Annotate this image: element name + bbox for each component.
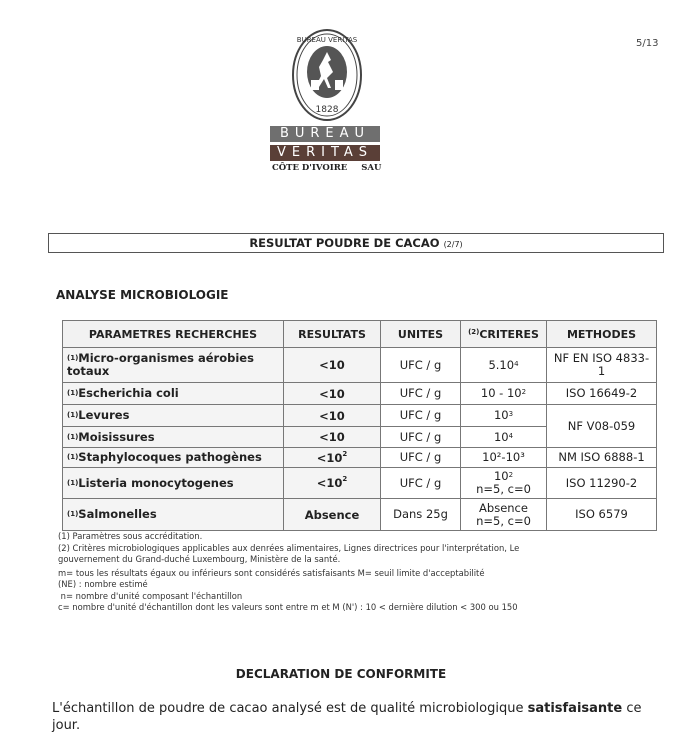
criteria-cell [461,383,547,405]
criteria-cell [461,348,547,383]
criteria-value: 10 [493,429,509,444]
footnote: (1) Paramètres sous accréditation. [58,531,203,541]
logo-band-veritas: VERITAS [270,145,380,161]
result-cell [284,427,381,448]
method-cell: ISO 6579 [547,499,657,531]
seal-icon [291,28,363,124]
result-cell [284,468,381,499]
param-name: Levures [78,408,130,422]
param-prefix: (1) [67,510,79,518]
logo-band-bureau: BUREAU [270,126,380,142]
criteria-sampling: n=5, c=0 [476,513,531,528]
result-cell [284,383,381,405]
method-cell: ISO 11290-2 [547,468,657,499]
header-resultats: RESULTATS [284,321,381,348]
results-table [62,320,657,531]
unit-cell: UFC / g [381,405,461,427]
param-name: Staphylocoques pathogènes [78,450,262,464]
footnote: (NE) : nombre estimé [58,579,148,589]
criteria-exponent: 3 [508,410,514,418]
param-prefix: (1) [67,478,79,487]
footnote: (2) Critères microbiologiques applicables aux denrées alimentaires, Lignes directrices pour l'interprétation, Le [58,542,520,553]
result-cell [284,348,381,383]
criteria-exponent: 4 [508,431,514,440]
param-prefix: (1) [67,432,79,441]
criteres-prefix: (2) [468,327,480,336]
unit-cell: UFC / g [381,383,461,405]
param-cell [63,348,284,383]
result-value: <10 [319,386,345,401]
criteria-sampling: n=5, c=0 [476,482,531,496]
param-name: Moisissures [78,429,155,444]
criteria-value: 10 - 10 [480,386,522,400]
logo-subtitle-sau: SAU [361,163,382,173]
result-cell [284,405,381,427]
criteria-value: 10 [493,469,509,483]
param-cell [63,383,284,405]
unit-cell: Dans 25g [381,499,461,531]
logo-subtitle-country: CÔTE D'IVOIRE [272,163,348,173]
param-prefix: (1) [67,354,79,362]
result-exponent: 2 [342,449,348,458]
unit-cell: UFC / g [381,427,461,448]
criteria-value: Absence [479,500,528,515]
param-cell [63,499,284,531]
footnote: m= tous les résultats égaux ou inférieurs sont considérés satisfaisants M= seuil limite d'acceptabilité [58,567,485,578]
table-row [63,448,657,468]
result-value: <10 [316,450,343,465]
declaration-text [52,700,652,734]
declaration-verdict: satisfaisante [527,701,623,716]
result-exponent: 2 [342,475,348,483]
result-value: <10 [319,408,345,423]
criteres-label: CRITERES [479,327,539,341]
result-value: <10 [319,358,345,372]
seal-text: BUREAU VERITAS [296,36,358,44]
table-row [63,383,657,405]
param-prefix: (1) [67,411,79,419]
method-cell: NM ISO 6888-1 [547,448,657,468]
criteria-value: 5.10 [488,357,515,372]
page-number: 5/13 [636,38,659,49]
result-title-box [48,233,664,253]
param-prefix: (1) [67,453,79,461]
param-cell [63,468,284,499]
criteria-cell [461,405,547,427]
result-cell [284,499,381,531]
param-prefix: (1) [67,389,79,397]
criteria-cell [461,427,547,448]
footnote: n= nombre d'unité composant l'échantillon [58,590,243,601]
table-row [63,348,657,383]
logo-subtitle [272,163,381,173]
param-cell [63,427,284,448]
criteria-exponent: 4 [514,359,519,368]
criteria-exponent: 2 [521,388,527,396]
param-name: Salmonelles [78,507,157,521]
seal-year: 1828 [315,105,339,115]
criteria-value: 10²-10³ [482,450,525,464]
unit-cell: UFC / g [381,468,461,499]
result-cell [284,448,381,468]
table-row [63,499,657,531]
param-name: Micro-organismes aérobies totaux [67,351,254,378]
result-title-part: (2/7) [443,240,463,249]
unit-cell: UFC / g [381,348,461,383]
param-cell [63,448,284,468]
criteria-cell [461,468,547,499]
criteria-value: 10 [493,408,509,422]
header-parametres: PARAMETRES RECHERCHES [63,321,284,348]
section-title: ANALYSE MICROBIOLOGIE [56,288,229,302]
declaration-text-start: L'échantillon de poudre de cacao analysé est de qualité microbiologique [52,701,528,716]
method-cell: NF V08-059 [547,405,657,448]
footnote: gouvernement du Grand-duché Luxembourg, Ministère de la santé. [58,554,341,564]
footnotes [58,531,658,614]
method-cell: NF EN ISO 4833-1 [547,348,657,383]
header-unites: UNITES [381,321,461,348]
declaration-text-end: ce jour. [52,701,642,733]
table-header-row [63,321,657,348]
table-row [63,468,657,499]
param-cell [63,405,284,427]
result-value: <10 [316,476,343,490]
result-value: Absence [304,507,360,522]
criteria-cell [461,448,547,468]
declaration-title: DECLARATION DE CONFORMITE [235,667,447,681]
result-title: RESULTAT POUDRE DE CACAO [249,236,440,250]
header-methodes: METHODES [547,321,657,348]
result-value: <10 [319,430,345,444]
param-name: Listeria monocytogenes [78,475,234,490]
unit-cell: UFC / g [381,448,461,468]
criteria-exponent: 2 [508,471,514,479]
param-name: Escherichia coli [78,386,179,400]
header-criteres [461,321,547,348]
table-row [63,405,657,427]
criteria-cell [461,499,547,531]
footnote: c= nombre d'unité d'échantillon dont les valeurs sont entre m et M (N') : 10 < dernière dilution < 300 ou 150 [58,602,518,612]
method-cell: ISO 16649-2 [547,383,657,405]
